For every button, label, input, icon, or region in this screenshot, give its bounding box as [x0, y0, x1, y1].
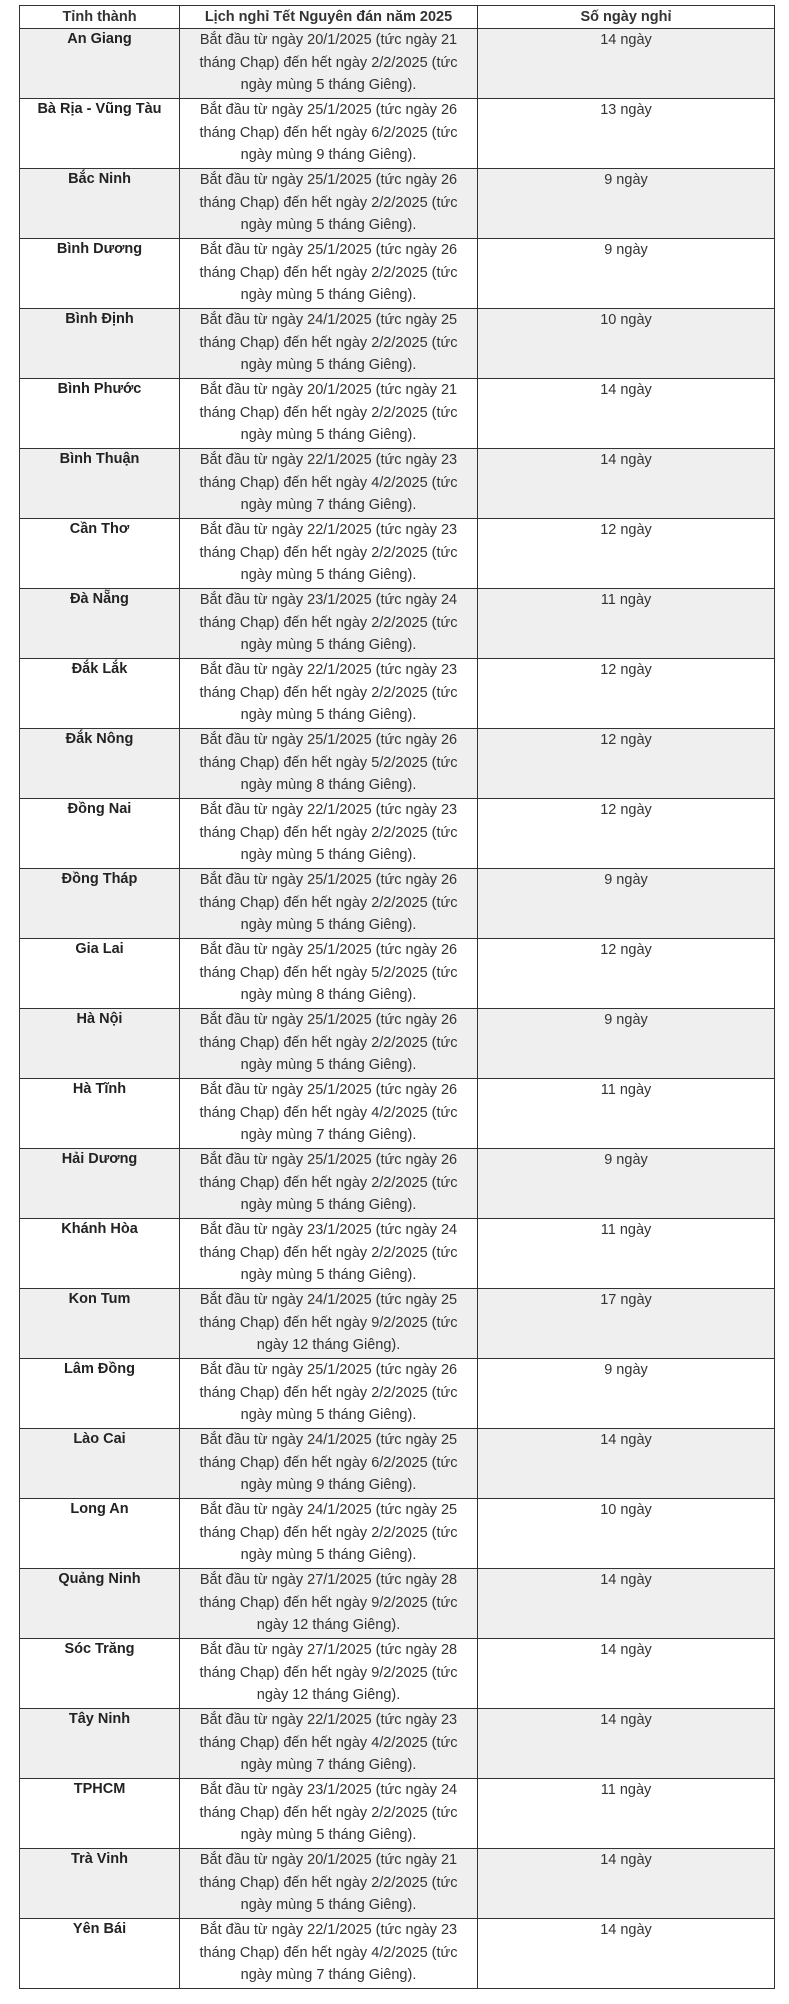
days-cell: 11 ngày — [478, 589, 775, 659]
table-row — [20, 239, 775, 309]
days-cell: 14 ngày — [478, 1639, 775, 1709]
province-cell: Trà Vinh — [20, 1849, 180, 1919]
table-row — [20, 1709, 775, 1779]
table-row — [20, 869, 775, 939]
days-cell: 10 ngày — [478, 309, 775, 379]
table-row — [20, 29, 775, 99]
schedule-cell: Bắt đầu từ ngày 27/1/2025 (tức ngày 28 tháng Chạp) đến hết ngày 9/2/2025 (tức ngày 12 tháng Giêng). — [180, 1639, 478, 1709]
table-row — [20, 1569, 775, 1639]
province-cell: Gia Lai — [20, 939, 180, 1009]
province-cell: Bắc Ninh — [20, 169, 180, 239]
schedule-cell: Bắt đầu từ ngày 25/1/2025 (tức ngày 26 tháng Chạp) đến hết ngày 2/2/2025 (tức ngày mùng 5 tháng Giêng). — [180, 1359, 478, 1429]
days-cell: 12 ngày — [478, 659, 775, 729]
table-row — [20, 379, 775, 449]
province-cell: Long An — [20, 1499, 180, 1569]
province-cell: Lào Cai — [20, 1429, 180, 1499]
schedule-cell: Bắt đầu từ ngày 25/1/2025 (tức ngày 26 tháng Chạp) đến hết ngày 2/2/2025 (tức ngày mùng 5 tháng Giêng). — [180, 1009, 478, 1079]
schedule-cell: Bắt đầu từ ngày 24/1/2025 (tức ngày 25 tháng Chạp) đến hết ngày 2/2/2025 (tức ngày mùng 5 tháng Giêng). — [180, 1499, 478, 1569]
table-row — [20, 1849, 775, 1919]
table-row — [20, 1779, 775, 1849]
table-row — [20, 729, 775, 799]
province-cell: Yên Bái — [20, 1919, 180, 1989]
province-cell: Lâm Đồng — [20, 1359, 180, 1429]
province-cell: Quảng Ninh — [20, 1569, 180, 1639]
province-cell: Bình Định — [20, 309, 180, 379]
table-row — [20, 99, 775, 169]
province-cell: Đà Nẵng — [20, 589, 180, 659]
schedule-cell: Bắt đầu từ ngày 23/1/2025 (tức ngày 24 tháng Chạp) đến hết ngày 2/2/2025 (tức ngày mùng 5 tháng Giêng). — [180, 1779, 478, 1849]
schedule-cell: Bắt đầu từ ngày 23/1/2025 (tức ngày 24 tháng Chạp) đến hết ngày 2/2/2025 (tức ngày mùng 5 tháng Giêng). — [180, 589, 478, 659]
days-cell: 13 ngày — [478, 99, 775, 169]
header-schedule: Lịch nghỉ Tết Nguyên đán năm 2025 — [180, 6, 478, 29]
province-cell: Cần Thơ — [20, 519, 180, 589]
schedule-cell: Bắt đầu từ ngày 22/1/2025 (tức ngày 23 tháng Chạp) đến hết ngày 2/2/2025 (tức ngày mùng 5 tháng Giêng). — [180, 799, 478, 869]
schedule-cell: Bắt đầu từ ngày 27/1/2025 (tức ngày 28 tháng Chạp) đến hết ngày 9/2/2025 (tức ngày 12 tháng Giêng). — [180, 1569, 478, 1639]
days-cell: 14 ngày — [478, 29, 775, 99]
table-row — [20, 519, 775, 589]
days-cell: 12 ngày — [478, 729, 775, 799]
days-cell: 14 ngày — [478, 379, 775, 449]
schedule-cell: Bắt đầu từ ngày 25/1/2025 (tức ngày 26 tháng Chạp) đến hết ngày 2/2/2025 (tức ngày mùng 5 tháng Giêng). — [180, 1149, 478, 1219]
table-row — [20, 939, 775, 1009]
table-row — [20, 1919, 775, 1989]
schedule-cell: Bắt đầu từ ngày 20/1/2025 (tức ngày 21 tháng Chạp) đến hết ngày 2/2/2025 (tức ngày mùng 5 tháng Giêng). — [180, 1849, 478, 1919]
days-cell: 14 ngày — [478, 1569, 775, 1639]
table-row — [20, 449, 775, 519]
schedule-cell: Bắt đầu từ ngày 22/1/2025 (tức ngày 23 tháng Chạp) đến hết ngày 4/2/2025 (tức ngày mùng 7 tháng Giêng). — [180, 1709, 478, 1779]
tet-holiday-table — [19, 5, 775, 1989]
table-row — [20, 1079, 775, 1149]
header-province: Tỉnh thành — [20, 6, 180, 29]
schedule-cell: Bắt đầu từ ngày 20/1/2025 (tức ngày 21 tháng Chạp) đến hết ngày 2/2/2025 (tức ngày mùng 5 tháng Giêng). — [180, 379, 478, 449]
table-row — [20, 1219, 775, 1289]
schedule-cell: Bắt đầu từ ngày 25/1/2025 (tức ngày 26 tháng Chạp) đến hết ngày 2/2/2025 (tức ngày mùng 5 tháng Giêng). — [180, 169, 478, 239]
days-cell: 9 ngày — [478, 239, 775, 309]
schedule-cell: Bắt đầu từ ngày 25/1/2025 (tức ngày 26 tháng Chạp) đến hết ngày 2/2/2025 (tức ngày mùng 5 tháng Giêng). — [180, 239, 478, 309]
province-cell: Đồng Nai — [20, 799, 180, 869]
province-cell: Bà Rịa - Vũng Tàu — [20, 99, 180, 169]
days-cell: 9 ngày — [478, 1009, 775, 1079]
days-cell: 9 ngày — [478, 1359, 775, 1429]
schedule-cell: Bắt đầu từ ngày 24/1/2025 (tức ngày 25 tháng Chạp) đến hết ngày 9/2/2025 (tức ngày 12 tháng Giêng). — [180, 1289, 478, 1359]
schedule-cell: Bắt đầu từ ngày 25/1/2025 (tức ngày 26 tháng Chạp) đến hết ngày 6/2/2025 (tức ngày mùng 9 tháng Giêng). — [180, 99, 478, 169]
province-cell: TPHCM — [20, 1779, 180, 1849]
province-cell: Đắk Nông — [20, 729, 180, 799]
schedule-cell: Bắt đầu từ ngày 22/1/2025 (tức ngày 23 tháng Chạp) đến hết ngày 4/2/2025 (tức ngày mùng 7 tháng Giêng). — [180, 1919, 478, 1989]
table-row — [20, 1289, 775, 1359]
province-cell: Hà Nội — [20, 1009, 180, 1079]
table-row — [20, 169, 775, 239]
days-cell: 9 ngày — [478, 869, 775, 939]
province-cell: Hải Dương — [20, 1149, 180, 1219]
schedule-cell: Bắt đầu từ ngày 25/1/2025 (tức ngày 26 tháng Chạp) đến hết ngày 5/2/2025 (tức ngày mùng 8 tháng Giêng). — [180, 729, 478, 799]
table-row — [20, 1429, 775, 1499]
province-cell: Đắk Lắk — [20, 659, 180, 729]
days-cell: 17 ngày — [478, 1289, 775, 1359]
days-cell: 12 ngày — [478, 939, 775, 1009]
schedule-cell: Bắt đầu từ ngày 25/1/2025 (tức ngày 26 tháng Chạp) đến hết ngày 4/2/2025 (tức ngày mùng 7 tháng Giêng). — [180, 1079, 478, 1149]
days-cell: 9 ngày — [478, 169, 775, 239]
days-cell: 9 ngày — [478, 1149, 775, 1219]
schedule-cell: Bắt đầu từ ngày 24/1/2025 (tức ngày 25 tháng Chạp) đến hết ngày 2/2/2025 (tức ngày mùng 5 tháng Giêng). — [180, 309, 478, 379]
table-header-row — [20, 6, 775, 29]
days-cell: 11 ngày — [478, 1219, 775, 1289]
table-row — [20, 589, 775, 659]
province-cell: Tây Ninh — [20, 1709, 180, 1779]
table-body — [20, 29, 775, 1989]
province-cell: An Giang — [20, 29, 180, 99]
days-cell: 12 ngày — [478, 799, 775, 869]
days-cell: 10 ngày — [478, 1499, 775, 1569]
table-row — [20, 1149, 775, 1219]
schedule-cell: Bắt đầu từ ngày 24/1/2025 (tức ngày 25 tháng Chạp) đến hết ngày 6/2/2025 (tức ngày mùng 9 tháng Giêng). — [180, 1429, 478, 1499]
schedule-cell: Bắt đầu từ ngày 25/1/2025 (tức ngày 26 tháng Chạp) đến hết ngày 5/2/2025 (tức ngày mùng 8 tháng Giêng). — [180, 939, 478, 1009]
days-cell: 12 ngày — [478, 519, 775, 589]
days-cell: 11 ngày — [478, 1079, 775, 1149]
province-cell: Bình Phước — [20, 379, 180, 449]
table-row — [20, 1499, 775, 1569]
days-cell: 14 ngày — [478, 1429, 775, 1499]
days-cell: 14 ngày — [478, 1709, 775, 1779]
province-cell: Sóc Trăng — [20, 1639, 180, 1709]
table-row — [20, 1359, 775, 1429]
table-row — [20, 309, 775, 379]
schedule-cell: Bắt đầu từ ngày 22/1/2025 (tức ngày 23 tháng Chạp) đến hết ngày 4/2/2025 (tức ngày mùng 7 tháng Giêng). — [180, 449, 478, 519]
days-cell: 14 ngày — [478, 449, 775, 519]
table-row — [20, 799, 775, 869]
province-cell: Bình Dương — [20, 239, 180, 309]
schedule-cell: Bắt đầu từ ngày 25/1/2025 (tức ngày 26 tháng Chạp) đến hết ngày 2/2/2025 (tức ngày mùng 5 tháng Giêng). — [180, 869, 478, 939]
days-cell: 11 ngày — [478, 1779, 775, 1849]
province-cell: Bình Thuận — [20, 449, 180, 519]
province-cell: Khánh Hòa — [20, 1219, 180, 1289]
table-row — [20, 1009, 775, 1079]
table-row — [20, 1639, 775, 1709]
table-row — [20, 659, 775, 729]
schedule-cell: Bắt đầu từ ngày 23/1/2025 (tức ngày 24 tháng Chạp) đến hết ngày 2/2/2025 (tức ngày mùng 5 tháng Giêng). — [180, 1219, 478, 1289]
table-header — [20, 6, 775, 29]
province-cell: Đồng Tháp — [20, 869, 180, 939]
days-cell: 14 ngày — [478, 1849, 775, 1919]
schedule-cell: Bắt đầu từ ngày 20/1/2025 (tức ngày 21 tháng Chạp) đến hết ngày 2/2/2025 (tức ngày mùng 5 tháng Giêng). — [180, 29, 478, 99]
days-cell: 14 ngày — [478, 1919, 775, 1989]
header-days: Số ngày nghỉ — [478, 6, 775, 29]
schedule-cell: Bắt đầu từ ngày 22/1/2025 (tức ngày 23 tháng Chạp) đến hết ngày 2/2/2025 (tức ngày mùng 5 tháng Giêng). — [180, 519, 478, 589]
schedule-cell: Bắt đầu từ ngày 22/1/2025 (tức ngày 23 tháng Chạp) đến hết ngày 2/2/2025 (tức ngày mùng 5 tháng Giêng). — [180, 659, 478, 729]
province-cell: Hà Tĩnh — [20, 1079, 180, 1149]
province-cell: Kon Tum — [20, 1289, 180, 1359]
